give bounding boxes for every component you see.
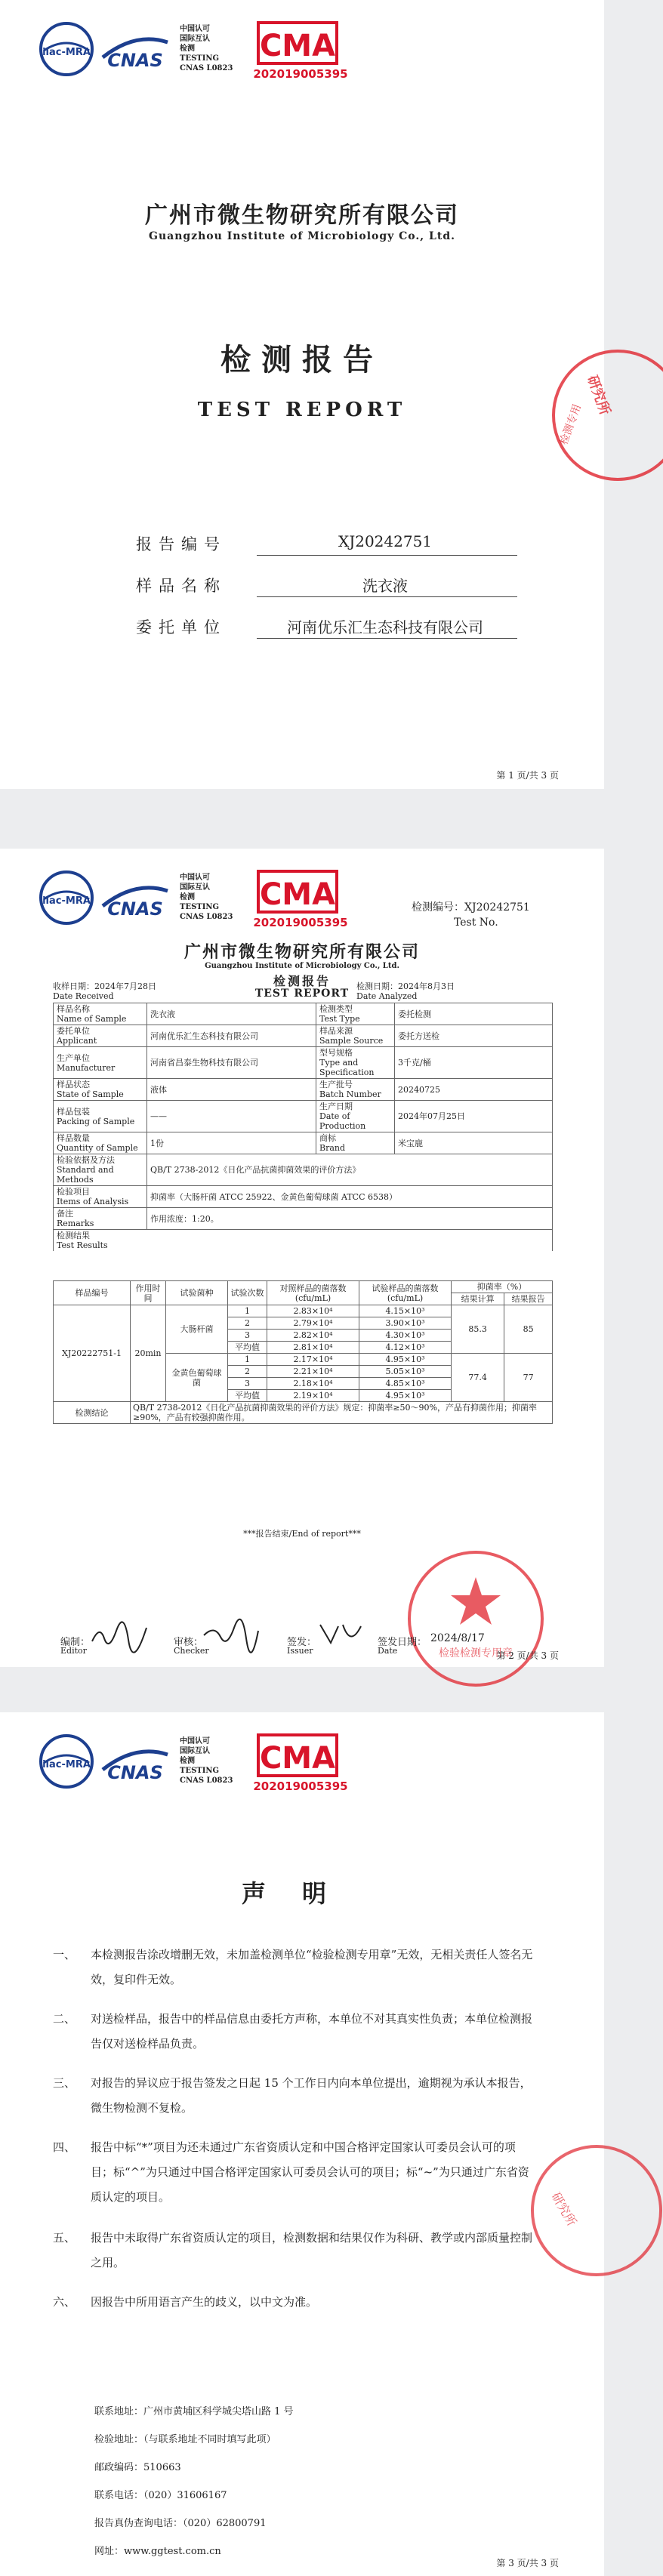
table-row: 样品名称 Name of Sample 洗衣液 检测类型 Test Type 委托检测 bbox=[54, 1003, 553, 1025]
institute-name-en: Guangzhou Institute of Microbiology Co., Ltd. bbox=[149, 230, 455, 242]
table-row: 金黄色葡萄球菌 1 2.17×10⁴ 4.95×10³ 77.4 77 bbox=[54, 1354, 553, 1366]
accreditation-logos bbox=[38, 17, 385, 92]
svg-text:检测专用: 检测专用 bbox=[557, 402, 584, 447]
cma-logo bbox=[257, 21, 338, 65]
accreditation-logos bbox=[38, 865, 385, 941]
declaration-item: 三、 对报告的异议应于报告签发之日起 15 个工作日内向本单位提出，逾期视为承认本报告，微生物检测不复检。 bbox=[53, 2076, 532, 2115]
contact-phone: 联系电话：（020）31606167 bbox=[94, 2490, 227, 2501]
results-header: 样品编号 作用时间 试验菌种 试验次数 对照样品的菌落数(cfu/mL) 试验样品的菌落数(cfu/mL) 抑菌率（%） bbox=[54, 1281, 553, 1293]
svg-text:ilac-MRA: ilac-MRA bbox=[42, 47, 91, 58]
table-row: 平均值 2.81×10⁴ 4.12×10³ bbox=[54, 1342, 553, 1354]
table-row: XJ20222751-1 20min 大肠杆菌 1 2.83×10⁴ 4.15×10³ 85.3 85 bbox=[54, 1305, 553, 1317]
table-row: 样品数量 Quantity of Sample 1份 商标 Brand 米宝鹿 bbox=[54, 1132, 553, 1154]
checker-signature bbox=[201, 1622, 261, 1644]
cover-report-number: 报告编号 XJ20242751 bbox=[136, 532, 529, 559]
table-row: 2 2.79×10⁴ 3.90×10³ bbox=[54, 1317, 553, 1330]
table-row: 样品包装 Packing of Sample —— 生产日期 Date of Production 2024年07月25日 bbox=[54, 1101, 553, 1132]
cnas-certification-text: 中国认可 国际互认 检测 TESTING CNAS L0823 bbox=[180, 874, 233, 921]
svg-text:CMA: CMA bbox=[259, 1741, 336, 1776]
cover-applicant: 委托单位 河南优乐汇生态科技有限公司 bbox=[136, 615, 529, 642]
cnas-logo bbox=[98, 1739, 172, 1785]
page-number: 第 3 页/共 3 页 bbox=[496, 2558, 559, 2568]
cma-logo bbox=[257, 1733, 338, 1777]
report-title-cn: 检测报告 bbox=[273, 974, 331, 988]
ilac-mra-logo bbox=[38, 20, 95, 78]
declaration-item: 五、 报告中未取得广东省资质认定的项目，检测数据和结果仅作为科研、教学或内部质量控制之用。 bbox=[53, 2231, 533, 2269]
institute-name-en: Guangzhou Institute of Microbiology Co., Ltd. bbox=[205, 962, 399, 970]
contact-test-address: 检验地址：（与联系地址不同时填写此项） bbox=[94, 2434, 276, 2445]
report-title-en: TEST REPORT bbox=[254, 988, 350, 1000]
page-number: 第 1 页/共 3 页 bbox=[496, 770, 559, 781]
issuer-signature bbox=[316, 1620, 369, 1650]
declaration-title: 声明 bbox=[241, 1879, 362, 1908]
cnas-logo bbox=[98, 27, 172, 72]
declaration-item: 六、 因报告中所用语言产生的歧义，以中文为准。 bbox=[53, 2295, 318, 2309]
page-number: 第 2 页/共 3 页 bbox=[496, 1650, 559, 1661]
svg-text:CMA: CMA bbox=[259, 29, 336, 63]
results-table bbox=[53, 1280, 553, 1424]
svg-text:ilac-MRA: ilac-MRA bbox=[42, 1759, 91, 1770]
cma-number: 202019005395 bbox=[253, 916, 348, 929]
cma-number: 202019005395 bbox=[253, 1779, 348, 1793]
ilac-mra-logo bbox=[38, 1733, 95, 1790]
table-row: 样品状态 State of Sample 液体 生产批号 Batch Number 20240725 bbox=[54, 1079, 553, 1101]
official-seal-edge bbox=[550, 332, 663, 498]
svg-text:CNAS: CNAS bbox=[107, 1762, 163, 1783]
declaration-page bbox=[0, 1712, 604, 2576]
contact-postcode: 邮政编码：510663 bbox=[94, 2462, 181, 2473]
svg-text:研究所: 研究所 bbox=[584, 373, 613, 418]
cma-logo bbox=[257, 870, 338, 914]
ilac-mra-logo bbox=[38, 869, 95, 926]
svg-text:CMA: CMA bbox=[259, 877, 336, 912]
contact-address: 联系地址：广州市黄埔区科学城尖塔山路 1 号 bbox=[94, 2406, 294, 2417]
institute-name-cn: 广州市微生物研究所有限公司 bbox=[145, 202, 459, 229]
table-row: 生产单位 Manufacturer 河南省昌泰生物科技有限公司 型号规格 Type and Specification 3千克/桶 bbox=[54, 1047, 553, 1079]
conclusion-row: 检测结论 QB/T 2738-2012《日化产品抗菌抑菌效果的评价方法》规定：抑菌率≥50～90%，产品有抑菌作用；抑菌率≥90%，产品有较强抑菌作用。 bbox=[54, 1402, 553, 1424]
table-row: 检验依据及方法 Standard and Methods QB/T 2738-2012《日化产品抗菌抑菌效果的评价方法》 bbox=[54, 1154, 553, 1186]
institute-name-cn: 广州市微生物研究所有限公司 bbox=[183, 942, 420, 962]
cover-title-cn: 检测报告 bbox=[220, 342, 384, 377]
declaration-item: 四、 报告中标“*”项目为还未通过广东省资质认定和中国合格评定国家认可委员会认可的项目；标“^”为只通过中国合格评定国家认可委员会认可的项目；标“~”为只通过广东省资质认定的项目。 bbox=[53, 2140, 529, 2204]
results-header: 结果计算 结果报告 bbox=[54, 1293, 553, 1305]
date-analyzed: 检测日期：2024年8月3日 Date Analyzed bbox=[356, 981, 455, 1001]
cnas-certification-text: 中国认可 国际互认 检测 TESTING CNAS L0823 bbox=[180, 1737, 233, 1785]
end-of-report: ***报告结束/End of report*** bbox=[243, 1529, 361, 1539]
table-row: 检验项目 Items of Analysis 抑菌率（大肠杆菌 ATCC 25922、金黄色葡萄球菌 ATCC 6538） bbox=[54, 1186, 553, 1208]
table-row: 3 2.82×10⁴ 4.30×10³ bbox=[54, 1330, 553, 1342]
official-seal-edge bbox=[529, 2135, 634, 2286]
svg-text:检验检测专用章: 检验检测专用章 bbox=[439, 1647, 513, 1659]
declaration-item: 一、 本检测报告涂改增删无效，未加盖检测单位“检验检测专用章”无效，无相关责任人签名无效，复印件无效。 bbox=[53, 1948, 533, 1986]
test-report-page: ilac-MRA CNAS 中国认可 国际互认 检测 TESTING CNAS L0823 CMA 202019005395 检测编号：XJ20242751 Test No. 广州市微生物研究所有限公司 Guangzhou Institute of Microbiology Co., Ltd. 检测报告 TEST REPORT 收样日期：2024年7月28日 Date Received 检测日期：2024年8月3日 Date Analyzed 样品名称 Name of Sample 洗衣液 检测类型 Test Type 委托检测 委托单位 Applicant 河南优乐汇生态科技有限公司 样品来源 Sample Source 委托方送检 生产单位 Manufacturer 河南省昌泰生物科技有限公司 型号规格 Type and Specification 3千克/桶 样品状态 State of Sample 液体 生产批号 Batch Number 20240725 样品包装 Packing of Sample —— 生产日期 Date of Production 2024年07月25日 样品数量 Quantity of Sample 1份 商标 Brand 米宝鹿 检验依据及方法 Standard and Methods QB/T 2738-2012《日化产品抗菌抑菌效果的评价方法》 检验项目 Items of Analysis 抑菌率（大肠杆菌 ATCC 25922、金黄色葡萄球菌 ATCC 6538） 备注 Remarks 作用浓度：1:20。 检测结果 Test Results 样品编号 作用时间 试验菌种 试验次数 对照样品的菌落数(cfu/mL) 试验样品的菌落数(cfu/mL) 抑菌率（%） 结果计算 结果报告 XJ20222751-1 20min 大肠杆菌 1 2.83×10⁴ 4.15×10³ 85.3 85 2 2.79×10⁴ 3.90×10³ 3 2.82×10⁴ 4.30×10³ 平均值 2.81×10⁴ 4.12×10³ 金黄色葡萄球菌 1 2.17×10⁴ 4.95×10³ 77.4 77 2 2.21×10⁴ 5.05×10³ 3 2.18×10⁴ 4.85×10³ 平均值 2.19×10⁴ 4.95×10³ 检测结论 QB/T 2738-2012《日化产品抗菌抑菌效果的评价方法》规定：抑菌率≥50～90%，产品有抑菌作用；抑菌率≥90%，产品有较强抑菌作用。 ***报告结束/End of report*** 检验检测专用章 编制： Editor 审核： Checker 签发： Issuer 签发日期： Date 2024/8/17 第 2 页/共 3 页 bbox=[0, 849, 604, 1667]
cover-sample-name: 样品名称 洗衣液 bbox=[136, 574, 529, 601]
contact-website[interactable]: 网址：www.ggtest.com.cn bbox=[94, 2546, 221, 2557]
svg-text:CNAS: CNAS bbox=[107, 50, 163, 71]
svg-text:ilac-MRA: ilac-MRA bbox=[42, 895, 91, 907]
cover-title-en: TEST REPORT bbox=[197, 399, 407, 421]
accreditation-logos bbox=[38, 1729, 385, 1804]
test-number: 检测编号：XJ20242751 Test No. bbox=[412, 901, 530, 929]
contact-verify-phone: 报告真伪查询电话：（020）62800791 bbox=[94, 2518, 267, 2529]
date-received: 收样日期：2024年7月28日 Date Received bbox=[53, 981, 156, 1001]
table-row: 委托单位 Applicant 河南优乐汇生态科技有限公司 样品来源 Sample Source 委托方送检 bbox=[54, 1025, 553, 1047]
table-row: 检测结果 Test Results bbox=[54, 1230, 553, 1252]
table-row: 2 2.21×10⁴ 5.05×10³ bbox=[54, 1366, 553, 1378]
svg-text:CNAS: CNAS bbox=[107, 898, 163, 920]
official-seal bbox=[400, 1543, 551, 1694]
declaration-item: 二、 对送检样品，报告中的样品信息由委托方声称，本单位不对其真实性负责；本单位检测报告仅对送检样品负责。 bbox=[53, 2012, 533, 2051]
cma-number: 202019005395 bbox=[253, 67, 348, 81]
table-row: 平均值 2.19×10⁴ 4.95×10³ bbox=[54, 1390, 553, 1402]
report-cover-page bbox=[0, 0, 613, 789]
cnas-logo bbox=[98, 876, 172, 921]
svg-text:研究所: 研究所 bbox=[548, 2189, 579, 2229]
table-row: 备注 Remarks 作用浓度：1:20。 bbox=[54, 1208, 553, 1230]
table-row: 3 2.18×10⁴ 4.85×10³ bbox=[54, 1378, 553, 1390]
sample-info-table bbox=[53, 1003, 553, 1251]
cnas-certification-text: 中国认可 国际互认 检测 TESTING CNAS L0823 bbox=[180, 25, 233, 72]
editor-signature bbox=[89, 1623, 150, 1646]
